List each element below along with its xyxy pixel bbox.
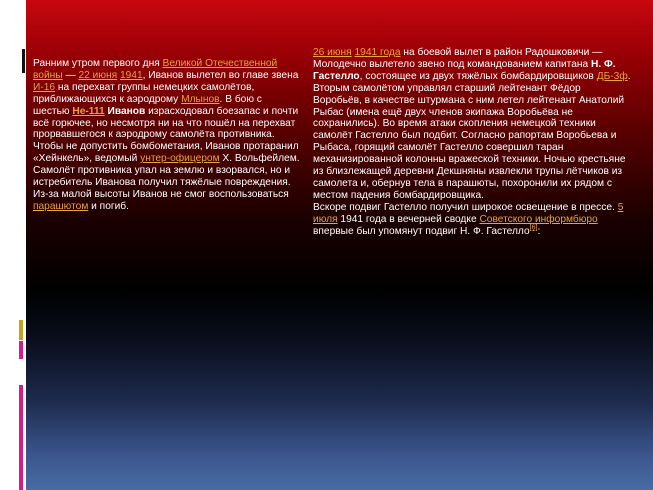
- gastello-bold: Н. Ф. Гастелло: [313, 58, 616, 82]
- slide-marker-black: [22, 49, 25, 73]
- link-great-patriotic-war[interactable]: Великой Отечественной войны: [33, 58, 278, 81]
- link-parachute[interactable]: парашютом: [33, 200, 89, 212]
- ivanov-paragraph: Ранним утром первого дня Великой Отечественной войны — 22 июня 1941, Иванов вылетел во главе звена И-16 на перехват группы немецких самолётов, приближающихся к аэродрому Млынов. В бою с шестью Не-111 Иванов израсходовал боезапас и почти всё горючее, но несмотря ни на что пошёл на перехват прорвавшегося к аэродрому самолёта противника. Чтобы не допустить бомбометания, Иванов протаранил «Хейнкель», ведомый унтер-офицером Х. Вольфейлем. Самолёт противника упал на землю и взорвался, но и истребитель Иванова получил тяжёлые повреждения. Из-за малой высоты Иванов не смог воспользоваться парашютом и погиб.: [33, 58, 300, 212]
- gastello-paragraph: 26 июня 1941 года на боевой вылет в район Радошковичи — Молодечно вылетело звено под командованием капитана Н. Ф. Гастелло, состоящее из двух тяжёлых бомбардировщиков ДБ-3ф. Вторым самолётом управлял старший лейтенант Фёдор Воробьёв, в качестве штурмана с ним летел лейтенант Анатолий Рыбас (имена ещё двух членов экипажа Воробьёва не сохранились). Во время атаки скопления немецкой техники самолёт Гастелло был подбит. Согласно рапортам Воробьева и Рыбаса, горящий самолёт Гастелло совершил таран механизированной колонны вражеской техники. Ночью крестьяне из близлежащей деревни Декшняны извлекли трупы лётчиков из самолета и, обернув тела в парашюты, похоронили их рядом с местом падения бомбардировщика.: [313, 47, 631, 201]
- link-mlynov[interactable]: Млынов: [181, 93, 220, 105]
- slide-marker-magenta-top: [19, 341, 23, 359]
- link-july-5[interactable]: 5 июля: [313, 201, 624, 225]
- link-reference-6[interactable]: [6]: [529, 224, 538, 232]
- slide-marker-magenta-bottom: [19, 385, 23, 490]
- link-sovinformburo[interactable]: Советского информбюро: [479, 213, 598, 225]
- link-he111[interactable]: Не-111: [72, 105, 105, 117]
- link-i16[interactable]: И-16: [33, 81, 56, 93]
- right-text-column: [313, 47, 631, 238]
- left-text-column: [33, 58, 301, 213]
- link-year-1941[interactable]: 1941: [119, 69, 143, 81]
- ivanov-bold: Иванов: [104, 105, 146, 117]
- link-unter-officer[interactable]: унтер-офицером: [140, 153, 220, 165]
- press-paragraph: Вскоре подвиг Гастелло получил широкое освещение в прессе. 5 июля 1941 года в вечерней сводке Советского информбюро впервые был упомянут подвиг Н. Ф. Гастелло[6]:: [313, 201, 624, 237]
- slide-marker-gold: [19, 320, 23, 340]
- link-db3f[interactable]: ДБ-3ф: [596, 70, 628, 82]
- link-year-1941-right[interactable]: 1941 года: [354, 47, 401, 58]
- link-june-22[interactable]: 22 июня: [78, 69, 118, 81]
- link-june-26[interactable]: 26 июня: [313, 47, 352, 58]
